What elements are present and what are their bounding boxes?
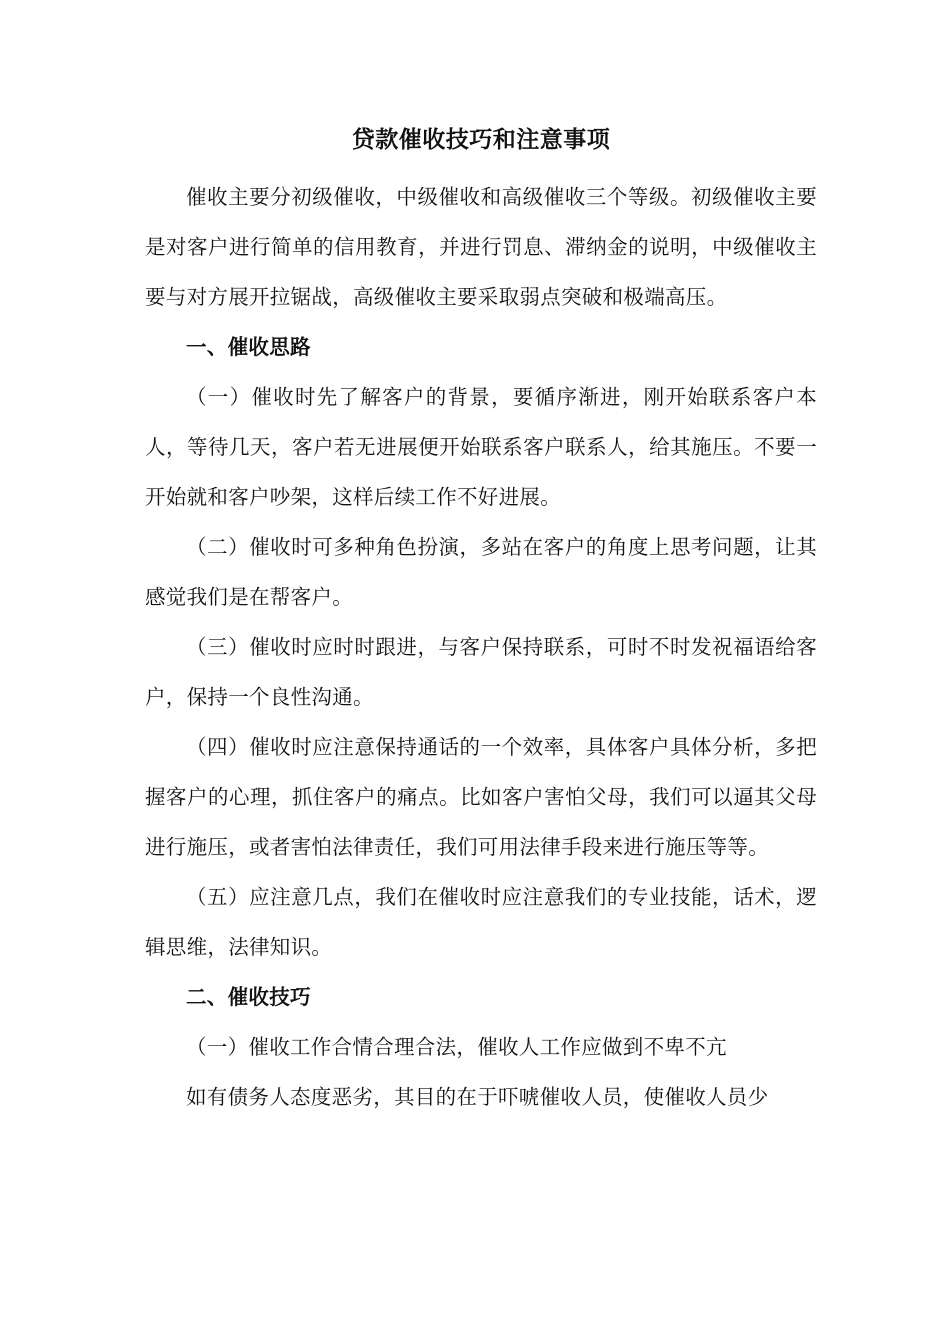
section-heading-techniques: 二、催收技巧 bbox=[186, 985, 311, 1009]
intro-paragraph: 催收主要分初级催收，中级催收和高级催收三个等级。初级催收主要是对客户进行简单的信用教育，并进行罚息、滞纳金的说明，中级催收主要与对方展开拉锯战，高级催收主要采取弱点突破和极端高压。 bbox=[145, 185, 817, 309]
approach-item-2: （二）催收时可多种角色扮演，多站在客户的角度上思考问题，让其感觉我们是在帮客户。 bbox=[145, 535, 817, 609]
approach-item-4: （四）催收时应注意保持通话的一个效率，具体客户具体分析，多把握客户的心理，抓住客户的痛点。比如客户害怕父母，我们可以逼其父母进行施压，或者害怕法律责任，我们可用法律手段来进行施压等等。 bbox=[145, 735, 817, 859]
techniques-item-1: （一）催收工作合情合理合法，催收人工作应做到不卑不亢 bbox=[186, 1035, 727, 1059]
document-title: 贷款催收技巧和注意事项 bbox=[351, 126, 611, 153]
section-heading-approach: 一、催收思路 bbox=[186, 335, 311, 359]
document-body bbox=[145, 118, 817, 1122]
approach-item-5: （五）应注意几点，我们在催收时应注意我们的专业技能，话术，逻辑思维，法律知识。 bbox=[145, 885, 817, 959]
approach-item-1: （一）催收时先了解客户的背景，要循序渐进，刚开始联系客户本人，等待几天，客户若无进展便开始联系客户联系人，给其施压。不要一开始就和客户吵架，这样后续工作不好进展。 bbox=[145, 385, 817, 509]
approach-item-3: （三）催收时应时时跟进，与客户保持联系，可时不时发祝福语给客户，保持一个良性沟通。 bbox=[145, 635, 817, 709]
techniques-item-2: 如有债务人态度恶劣，其目的在于吓唬催收人员，使催收人员少 bbox=[186, 1085, 769, 1109]
